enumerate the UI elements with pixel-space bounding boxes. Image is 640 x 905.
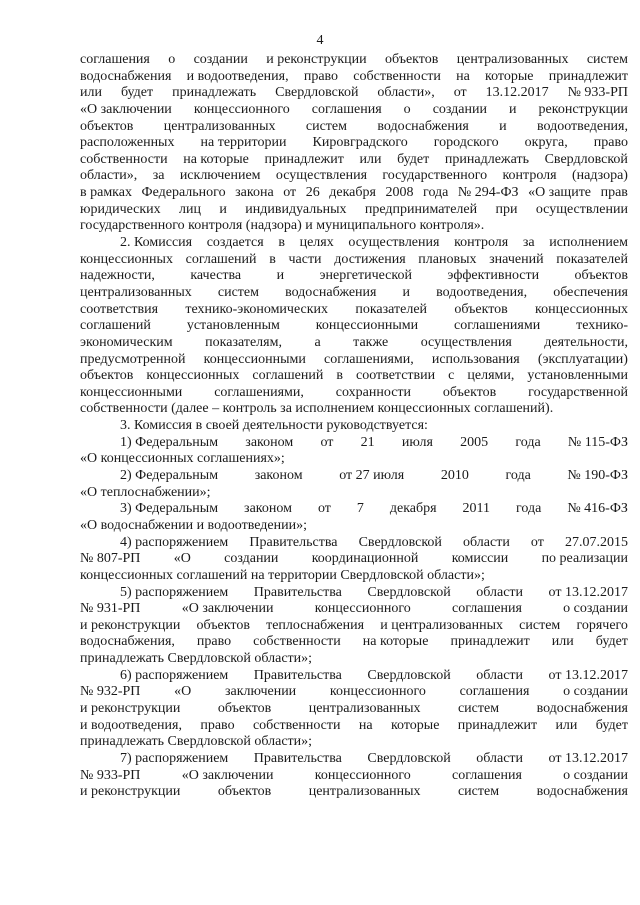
word: использования bbox=[431, 351, 520, 367]
word: водоснабжения bbox=[285, 284, 377, 300]
word: законом bbox=[254, 468, 303, 484]
word: соответствии bbox=[356, 368, 436, 384]
word: на bbox=[358, 717, 373, 733]
word: осуществления bbox=[348, 235, 440, 251]
word: собственности bbox=[80, 151, 168, 167]
word: «О bbox=[174, 684, 192, 700]
word: области bbox=[476, 750, 524, 766]
word: водоотведения, bbox=[537, 118, 628, 134]
word: принадлежать Свердловской области»; bbox=[80, 734, 313, 750]
text-line bbox=[80, 485, 628, 502]
word: закона bbox=[235, 185, 274, 201]
text-line bbox=[80, 751, 628, 768]
text-line bbox=[80, 718, 628, 735]
word: «О водоснабжении и водоотведении»; bbox=[80, 517, 307, 533]
word: объектов bbox=[80, 368, 134, 384]
text-line bbox=[80, 119, 628, 136]
text-line bbox=[80, 352, 628, 369]
word: концессионного bbox=[314, 767, 411, 783]
word: Свердловской bbox=[544, 151, 628, 167]
word: области», bbox=[377, 85, 435, 101]
word: Свердловской bbox=[358, 534, 442, 550]
word: Свердловской bbox=[275, 85, 359, 101]
word: будет bbox=[120, 85, 154, 101]
word: «О заключении bbox=[181, 601, 274, 617]
word: года bbox=[516, 501, 542, 517]
word: от bbox=[530, 534, 544, 550]
word: «О заключении bbox=[80, 101, 172, 117]
word: надежности, bbox=[80, 268, 155, 284]
word: создании bbox=[193, 52, 248, 67]
word: и водоотведения, bbox=[186, 68, 289, 84]
word: прав bbox=[600, 185, 628, 201]
word: 7 bbox=[356, 501, 364, 517]
text-line bbox=[80, 168, 628, 185]
word: или bbox=[555, 717, 578, 733]
word: соглашения bbox=[80, 52, 150, 67]
word: Правительства bbox=[253, 584, 342, 600]
word: создании bbox=[432, 101, 487, 117]
text-line bbox=[80, 252, 628, 269]
word: координационной bbox=[311, 551, 419, 567]
word: индивидуальных bbox=[245, 201, 347, 217]
word: законом bbox=[245, 434, 294, 450]
word: области bbox=[476, 667, 524, 683]
word: от 13.12.2017 bbox=[548, 667, 628, 683]
word: «О концессионных соглашениях»; bbox=[80, 451, 285, 467]
word: систем bbox=[519, 617, 561, 633]
text-line bbox=[80, 202, 628, 219]
word: от bbox=[320, 434, 334, 450]
word: исполнением bbox=[549, 235, 628, 251]
text-line bbox=[80, 152, 628, 169]
word: от 13.12.2017 bbox=[548, 750, 628, 766]
word: городского bbox=[433, 135, 499, 151]
word: принадлежит bbox=[450, 634, 530, 650]
word: № 933-РП bbox=[567, 85, 628, 101]
word: исключением bbox=[179, 168, 261, 184]
word: о bbox=[403, 101, 411, 117]
word: систем bbox=[217, 284, 259, 300]
word: 2011 bbox=[462, 501, 491, 517]
text-line bbox=[80, 52, 628, 69]
text-line bbox=[80, 69, 628, 86]
word: с bbox=[448, 368, 455, 384]
word: лиц bbox=[179, 201, 202, 217]
word: реконструкции bbox=[538, 101, 628, 117]
word: «О защите bbox=[528, 185, 592, 201]
word: достижения bbox=[334, 251, 406, 267]
word: декабря bbox=[329, 185, 376, 201]
word: деятельности, bbox=[544, 334, 628, 350]
word: показателей bbox=[355, 301, 428, 317]
word: от bbox=[317, 501, 331, 517]
word: которые bbox=[390, 717, 440, 733]
word: технико-экономических bbox=[185, 301, 329, 317]
word: соглашений bbox=[185, 251, 257, 267]
word: комиссии bbox=[451, 551, 509, 567]
word: соглашения bbox=[452, 767, 522, 783]
word: соглашения bbox=[452, 601, 522, 617]
word: Кировградского bbox=[312, 135, 408, 151]
word: систем bbox=[305, 118, 348, 134]
word: Федерального bbox=[141, 185, 226, 201]
word: о bbox=[168, 52, 176, 67]
word: водоснабжения bbox=[536, 700, 628, 716]
word: о создании bbox=[563, 767, 628, 783]
word: на территории bbox=[200, 135, 287, 151]
text-line bbox=[80, 501, 628, 518]
word: соглашения bbox=[311, 101, 382, 117]
word: и bbox=[509, 101, 517, 117]
word: объектов bbox=[574, 268, 628, 284]
word: от bbox=[283, 185, 297, 201]
word: от 13.12.2017 bbox=[548, 584, 628, 600]
word: систем bbox=[457, 700, 500, 716]
word: и реконструкции bbox=[80, 617, 181, 633]
text-line bbox=[80, 435, 628, 452]
word: показателей bbox=[556, 251, 628, 267]
word: Правительства bbox=[253, 750, 342, 766]
word: № 807-РП bbox=[80, 551, 141, 567]
word: концессионными bbox=[203, 351, 306, 367]
word: 6) распоряжением bbox=[120, 667, 229, 683]
word: собственности bbox=[353, 68, 441, 84]
word: объектов bbox=[442, 384, 497, 400]
word: соглашениями bbox=[454, 318, 541, 334]
word: водоснабжения, bbox=[80, 634, 175, 650]
word: Свердловской bbox=[367, 584, 451, 600]
word: расположенных bbox=[80, 135, 175, 151]
word: за bbox=[522, 235, 535, 251]
word: соглашениями, bbox=[324, 351, 414, 367]
word: объектов bbox=[80, 118, 134, 134]
word: области bbox=[463, 534, 510, 550]
text-line bbox=[80, 285, 628, 302]
word: контроля bbox=[502, 168, 557, 184]
word: или bbox=[80, 85, 102, 101]
word: концессионного bbox=[314, 601, 411, 617]
word: будет bbox=[595, 717, 628, 733]
word: в bbox=[278, 235, 285, 251]
word: соглашения bbox=[459, 684, 530, 700]
text-line bbox=[80, 634, 628, 651]
text-line bbox=[80, 618, 628, 635]
text-line bbox=[80, 451, 628, 468]
word: водоснабжения bbox=[377, 118, 469, 134]
word: предпринимателей bbox=[364, 201, 478, 217]
word: централизованных bbox=[80, 284, 192, 300]
text-line bbox=[80, 551, 628, 568]
word: 2008 bbox=[385, 185, 414, 201]
word: государственного контроля (надзора) и муниципального контроля». bbox=[80, 218, 485, 234]
text-line bbox=[80, 418, 628, 435]
word: собственности bbox=[253, 634, 341, 650]
word: централизованных bbox=[456, 52, 569, 67]
word: Свердловской bbox=[367, 750, 451, 766]
word: в рамках bbox=[80, 185, 132, 201]
word: которые bbox=[485, 68, 534, 84]
word: а bbox=[314, 334, 321, 350]
word: собственности bbox=[252, 717, 341, 733]
word: № 416-ФЗ bbox=[567, 501, 628, 517]
word: концессионных соглашений на территории Свердловской области»; bbox=[80, 567, 485, 583]
word: соответствия bbox=[80, 301, 159, 317]
word: Правительства bbox=[253, 667, 342, 683]
word: 2. Комиссия bbox=[120, 235, 193, 251]
document-body bbox=[80, 52, 628, 801]
text-line bbox=[80, 701, 628, 718]
word: или bbox=[551, 634, 574, 650]
word: № 294-ФЗ bbox=[457, 185, 519, 201]
word: осуществления bbox=[275, 168, 368, 184]
word: Правительства bbox=[249, 534, 338, 550]
word: право bbox=[200, 717, 235, 733]
word: концессионными bbox=[80, 384, 183, 400]
word: право bbox=[196, 634, 232, 650]
text-line bbox=[80, 518, 628, 535]
word: объектов bbox=[196, 617, 250, 633]
word: по реализации bbox=[541, 551, 628, 567]
word: при bbox=[495, 201, 518, 217]
word: № 115-ФЗ bbox=[567, 434, 628, 450]
word: целями, bbox=[467, 368, 515, 384]
word: в bbox=[336, 368, 343, 384]
word: теплоснабжения bbox=[266, 617, 365, 633]
word: № 932-РП bbox=[80, 684, 141, 700]
word: и реконструкции bbox=[266, 52, 367, 67]
word: качества bbox=[190, 268, 242, 284]
word: систем bbox=[586, 52, 628, 67]
word: декабря bbox=[389, 501, 437, 517]
text-line bbox=[80, 185, 628, 202]
page-number: 4 bbox=[316, 33, 324, 48]
word: и bbox=[276, 268, 285, 284]
word: осуществлении bbox=[535, 201, 628, 217]
word: Свердловской bbox=[367, 667, 451, 683]
text-line bbox=[80, 135, 628, 152]
word: также bbox=[353, 334, 389, 350]
text-line bbox=[80, 268, 628, 285]
word: сохранности bbox=[335, 384, 412, 400]
text-line bbox=[80, 601, 628, 618]
word: и bbox=[499, 118, 507, 134]
text-line bbox=[80, 468, 628, 485]
word: технико- bbox=[576, 318, 628, 334]
word: принадлежать bbox=[172, 85, 257, 101]
word: за bbox=[152, 168, 165, 184]
word: области», bbox=[80, 168, 138, 184]
word: на которые bbox=[183, 151, 249, 167]
word: 26 bbox=[305, 185, 320, 201]
word: концессионного bbox=[329, 684, 426, 700]
word: объектов bbox=[217, 784, 272, 800]
word: 27.07.2015 bbox=[564, 534, 628, 550]
text-line bbox=[80, 368, 628, 385]
word: показателям, bbox=[205, 334, 282, 350]
word: плановых bbox=[418, 251, 477, 267]
word: «О заключении bbox=[181, 767, 274, 783]
word: принадлежать bbox=[444, 151, 529, 167]
text-line bbox=[80, 768, 628, 785]
word: на которые bbox=[362, 634, 429, 650]
text-line bbox=[80, 585, 628, 602]
text-line bbox=[80, 668, 628, 685]
word: систем bbox=[457, 784, 500, 800]
word: 7) распоряжением bbox=[120, 750, 229, 766]
word: централизованных bbox=[308, 700, 421, 716]
word: о создании bbox=[563, 601, 628, 617]
word: экономическим bbox=[80, 334, 173, 350]
word: 3) Федеральным bbox=[120, 501, 219, 517]
text-line bbox=[80, 102, 628, 119]
word: 1) Федеральным bbox=[120, 434, 219, 450]
word: контроля bbox=[454, 235, 509, 251]
text-line bbox=[80, 401, 628, 418]
word: принадлежит bbox=[457, 717, 538, 733]
text-line bbox=[80, 235, 628, 252]
word: значений bbox=[489, 251, 544, 267]
word: округа, bbox=[524, 135, 568, 151]
text-line bbox=[80, 734, 628, 751]
text-line bbox=[80, 85, 628, 102]
word: области bbox=[476, 584, 524, 600]
word: целях bbox=[299, 235, 334, 251]
text-line bbox=[80, 651, 628, 668]
word: право bbox=[303, 68, 339, 84]
text-line bbox=[80, 218, 628, 235]
word: о создании bbox=[563, 684, 628, 700]
word: будет bbox=[397, 151, 430, 167]
text-line bbox=[80, 535, 628, 552]
word: 3. Комиссия в своей деятельности руководствуется: bbox=[120, 418, 428, 434]
word: и водоотведения, bbox=[80, 717, 182, 733]
word: концессионного bbox=[193, 101, 290, 117]
word: осуществления bbox=[420, 334, 512, 350]
word: обеспечения bbox=[553, 284, 628, 300]
word: и реконструкции bbox=[80, 700, 181, 716]
word: водоснабжения bbox=[80, 68, 172, 84]
word: № 931-РП bbox=[80, 601, 141, 617]
word: на bbox=[456, 68, 470, 84]
word: № 933-РП bbox=[80, 767, 141, 783]
word: принадлежит bbox=[264, 151, 344, 167]
word: государственного bbox=[382, 168, 488, 184]
word: принадлежит bbox=[548, 68, 628, 84]
word: энергетической bbox=[319, 268, 412, 284]
word: установленными bbox=[527, 368, 628, 384]
word: централизованных bbox=[163, 118, 276, 134]
word: право bbox=[593, 135, 628, 151]
word: 2005 bbox=[460, 434, 489, 450]
word: «О теплоснабжении»; bbox=[80, 484, 211, 500]
word: горячего bbox=[576, 617, 628, 633]
word: концессионными bbox=[315, 318, 419, 334]
word: государственной bbox=[528, 384, 628, 400]
text-line bbox=[80, 318, 628, 335]
word: создается bbox=[206, 235, 264, 251]
word: централизованных bbox=[308, 784, 421, 800]
word: от 27 июля bbox=[339, 468, 405, 484]
word: эффективности bbox=[447, 268, 540, 284]
word: концессионных bbox=[146, 368, 240, 384]
word: и bbox=[402, 284, 411, 300]
word: соглашений bbox=[252, 368, 324, 384]
word: от bbox=[453, 85, 467, 101]
word: водоотведения, bbox=[436, 284, 528, 300]
text-line bbox=[80, 684, 628, 701]
word: принадлежать Свердловской области»; bbox=[80, 651, 313, 667]
word: года bbox=[423, 185, 449, 201]
word: или bbox=[359, 151, 382, 167]
word: предусмотренной bbox=[80, 351, 186, 367]
text-line bbox=[80, 568, 628, 585]
word: и централизованных bbox=[380, 617, 504, 633]
word: года bbox=[515, 434, 541, 450]
text-line bbox=[80, 385, 628, 402]
text-line bbox=[80, 302, 628, 319]
word: объектов bbox=[217, 700, 272, 716]
word: заключении bbox=[224, 684, 297, 700]
word: установленным bbox=[186, 318, 280, 334]
word: 4) распоряжением bbox=[120, 534, 229, 550]
word: будет bbox=[595, 634, 628, 650]
word: концессионных bbox=[80, 251, 173, 267]
word: № 190-ФЗ bbox=[567, 468, 628, 484]
word: «О bbox=[173, 551, 191, 567]
word: законом bbox=[244, 501, 292, 517]
word: и реконструкции bbox=[80, 784, 181, 800]
word: 2) Федеральным bbox=[120, 468, 219, 484]
word: соглашениями, bbox=[214, 384, 304, 400]
text-line bbox=[80, 784, 628, 801]
word: концессионных bbox=[535, 301, 628, 317]
word: водоснабжения bbox=[536, 784, 628, 800]
word: собственности (далее – контроль за исполнением концессионных соглашений). bbox=[80, 401, 554, 417]
word: объектов bbox=[384, 52, 439, 67]
word: 2010 bbox=[440, 468, 469, 484]
word: (надзора) bbox=[571, 168, 628, 184]
word: июля bbox=[401, 434, 433, 450]
word: года bbox=[505, 468, 531, 484]
word: 13.12.2017 bbox=[485, 85, 549, 101]
word: части bbox=[288, 251, 322, 267]
word: (эксплуатации) bbox=[537, 351, 628, 367]
word: соглашений bbox=[80, 318, 151, 334]
word: юридических bbox=[80, 201, 161, 217]
word: в bbox=[269, 251, 276, 267]
word: создании bbox=[224, 551, 279, 567]
text-line bbox=[80, 335, 628, 352]
word: объектов bbox=[454, 301, 508, 317]
word: 21 bbox=[360, 434, 375, 450]
word: 5) распоряжением bbox=[120, 584, 229, 600]
word: и bbox=[219, 201, 227, 217]
